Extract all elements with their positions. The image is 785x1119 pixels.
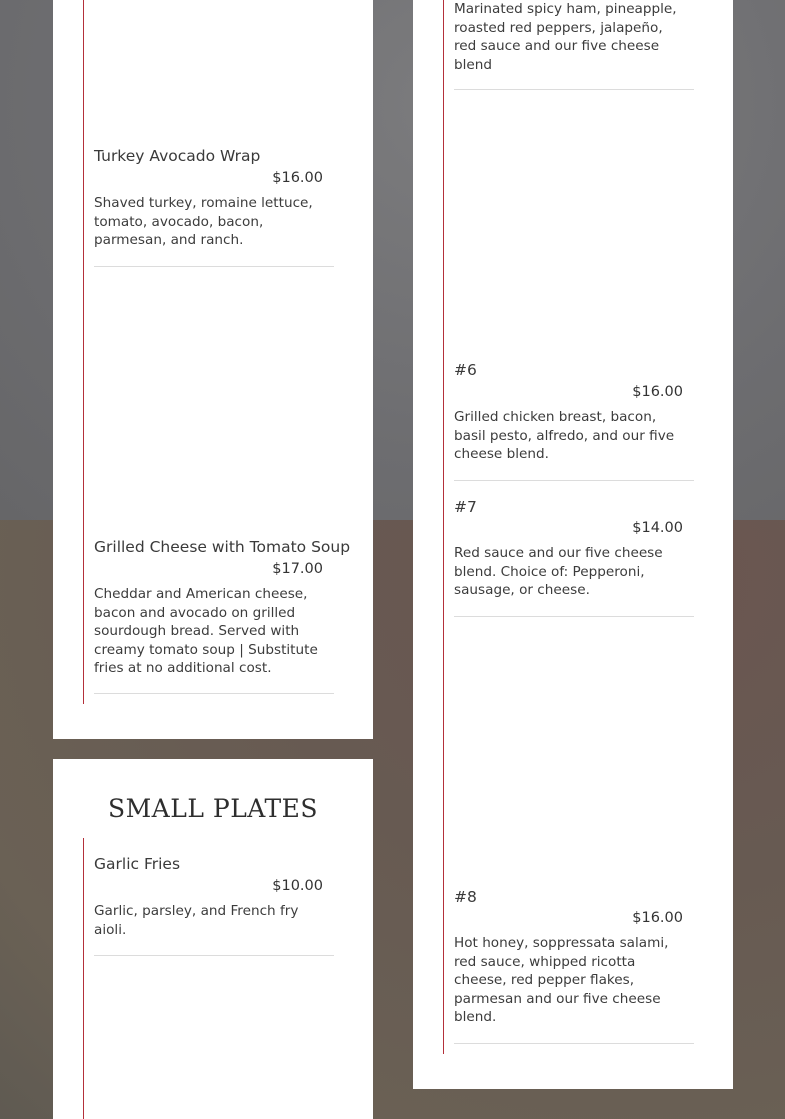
menu-item-description: Shaved turkey, romaine lettuce, tomato, avocado, bacon, parmesan, and ranch. — [94, 195, 313, 249]
item-divider — [94, 693, 334, 694]
menu-card-small-plates — [53, 759, 373, 1119]
menu-card-sandwiches — [53, 0, 373, 739]
menu-item-name: Garlic Fries — [94, 855, 181, 873]
menu-item-description: Red sauce and our five cheese blend. Choice of: Pepperoni, sausage, or cheese. — [454, 545, 663, 599]
menu-item-name: #6 — [454, 361, 477, 379]
item-divider — [454, 480, 694, 481]
menu-item-turkey-avocado-wrap[interactable] — [94, 147, 323, 267]
menu-item-7[interactable] — [454, 498, 683, 608]
menu-item-name: Grilled Cheese with Tomato Soup — [94, 538, 351, 556]
menu-item-name: #7 — [454, 498, 477, 516]
item-divider — [94, 266, 334, 267]
menu-item-grilled-cheese-tomato-soup[interactable] — [94, 538, 351, 688]
menu-item-description: Hot honey, soppressata salami, red sauce, whipped ricotta cheese, red pepper flakes, parmesan and our five cheese blend. — [454, 935, 669, 1026]
menu-card-pizzas — [413, 0, 733, 1089]
menu-item-garlic-fries[interactable] — [94, 855, 323, 945]
menu-accent-rule — [83, 0, 84, 704]
item-divider — [94, 955, 334, 956]
menu-item-description: Marinated spicy ham, pineapple, roasted red peppers, jalapeño, red sauce and our five cheese blend — [454, 1, 677, 73]
menu-item-price: $16.00 — [272, 170, 323, 186]
menu-item-6[interactable] — [454, 361, 683, 471]
menu-item-description-continued[interactable] — [454, 0, 683, 80]
menu-item-description: Garlic, parsley, and French fry aioli. — [94, 903, 299, 938]
menu-item-name: Turkey Avocado Wrap — [94, 147, 261, 165]
menu-item-8[interactable] — [454, 888, 683, 1033]
menu-item-description: Grilled chicken breast, bacon, basil pesto, alfredo, and our five cheese blend. — [454, 409, 675, 463]
section-title: SMALL PLATES — [107, 794, 319, 823]
menu-item-price: $16.00 — [632, 384, 683, 400]
menu-accent-rule — [83, 838, 84, 1119]
item-divider — [454, 89, 694, 90]
menu-item-price: $14.00 — [632, 520, 683, 536]
menu-item-name: #8 — [454, 888, 477, 906]
menu-item-price: $10.00 — [272, 878, 323, 894]
menu-accent-rule — [443, 0, 444, 1054]
menu-item-description: Cheddar and American cheese, bacon and avocado on grilled sourdough bread. Served with creamy tomato soup | Substitute fries at no additional cost. — [94, 586, 318, 677]
menu-item-price: $16.00 — [632, 910, 683, 926]
item-divider — [454, 616, 694, 617]
menu-item-price: $17.00 — [272, 561, 323, 577]
item-divider — [454, 1043, 694, 1044]
